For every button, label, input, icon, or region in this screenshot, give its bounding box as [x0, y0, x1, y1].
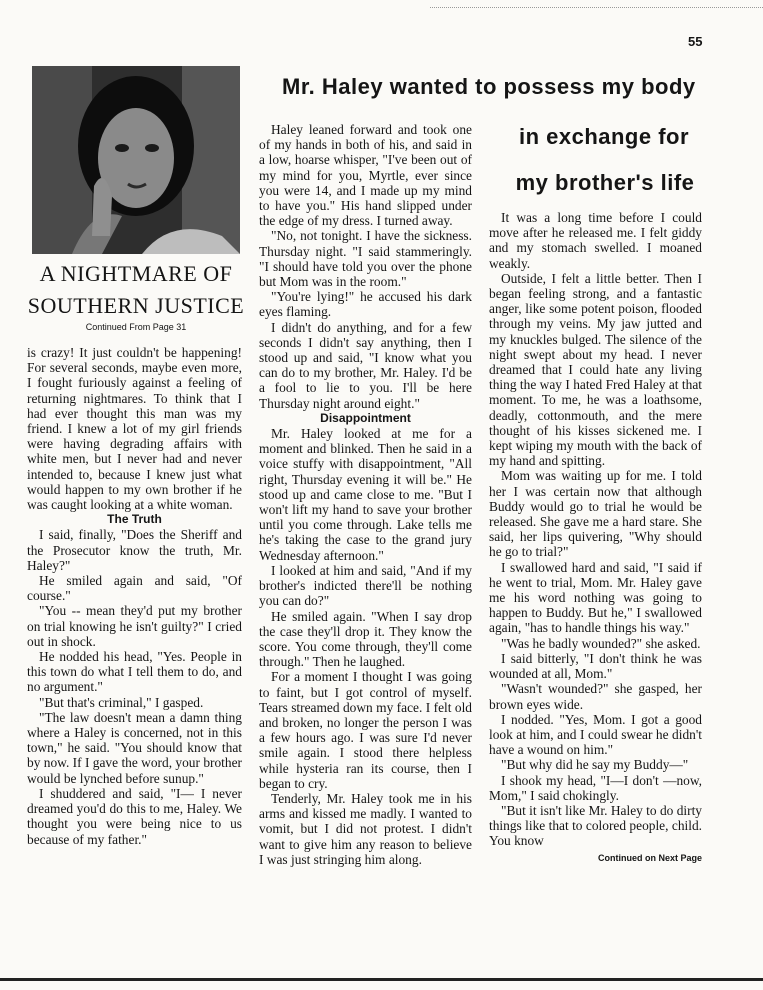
bottom-rule: [0, 978, 763, 981]
paragraph: "But it isn't like Mr. Haley to do dirty things like that to colored people, child. You know: [489, 802, 702, 849]
paragraph: "You -- mean they'd put my brother on trial knowing he isn't guilty?" I cried out in shock.: [27, 603, 242, 649]
page-number: 55: [688, 34, 703, 49]
text-column-1: [27, 345, 242, 847]
headline-line3: my brother's life: [515, 170, 695, 195]
portrait-image: [32, 66, 240, 254]
paragraph: "The law doesn't mean a damn thing where a Haley is concerned, not in this town," he said. "You should know that by now. If I gave the word, your brother would be lynched before sunup.": [27, 709, 242, 786]
top-rule: [430, 7, 763, 8]
headline-line1: Mr. Haley wanted to possess my body: [282, 74, 696, 99]
headline-line2: in exchange for: [518, 124, 690, 149]
story-title-line1: A NIGHTMARE OF: [39, 261, 233, 286]
continued-on-next-page: Continued on Next Page: [597, 852, 702, 863]
text-column-3: [489, 210, 702, 866]
paragraph: Tenderly, Mr. Haley took me in his arms and kissed me madly. I wanted to vomit, but I did not protest. I didn't want to give him any reason to believe I was just stringing him along.: [259, 790, 472, 867]
paragraph: I looked at him and said, "And if my brother's indicted there'll be nothing you can do?": [259, 562, 472, 609]
paragraph: is crazy! It just couldn't be happening! For several seconds, maybe even more, I fought furiously against a feeling of returning nightmares. To think that I had ever thought this man was my friend. I knew a lot of my girl friends were having degrading affairs with white men, but I never had and never intended to, because I knew just what would happen to my own brother if he was caught looking at a white woman.: [27, 345, 242, 513]
paragraph: "You're lying!" he accused his dark eyes flaming.: [259, 289, 472, 320]
paragraph: He smiled again and said, "Of course.": [27, 573, 242, 604]
paragraph: I shuddered and said, "I— I never dreamed you'd do this to me, Haley. We thought you were being nice to us because of my father.": [27, 785, 242, 847]
paragraph: I swallowed hard and said, "I said if he went to trial, Mom. Mr. Haley gave me his word nothing was going to happen to Buddy. But he," I swallowed again, "has to handle things his way.": [489, 559, 702, 636]
paragraph: It was a long time before I could move after he released me. I felt giddy and my stomach swelled. I moaned weakly.: [489, 210, 702, 271]
paragraph: I said bitterly, "I don't think he was wounded at all, Mom.": [489, 650, 702, 682]
paragraph: "Wasn't wounded?" she gasped, her brown eyes wide.: [489, 681, 702, 712]
story-title: [26, 258, 246, 322]
paragraph: I didn't do anything, and for a few seconds I didn't say anything, then I stood up and said, "I know what you can do to my brother, Mr. Haley. I'd be a fool to lie to you. I'll be here Thursday night around eight.": [259, 319, 472, 411]
paragraph: "But why did he say my Buddy—": [501, 757, 689, 773]
paragraph: For a moment I thought I was going to faint, but I got control of myself. Tears streamed down my face. I felt old and broken, no longer the person I was a few hours ago. I was sure I'd never smile again. I stood there helpless while hysteria ran its course, then I began to cry.: [259, 669, 472, 791]
paragraph: I said, finally, "Does the Sheriff and the Prosecutor know the truth, Mr. Haley?": [27, 527, 242, 573]
story-title-line2: SOUTHERN JUSTICE: [27, 293, 245, 318]
paragraph: Mr. Haley looked at me for a moment and blinked. Then he said in a voice stuffy with disappointment, "All right, Thursday evening it will be." He stood up and came close to me. "But I won't lift my hand to save your brother until you come through. Lake tells me he's taking the case to the grand jury Wednesday afternoon.": [259, 426, 472, 563]
paragraph: He nodded his head, "Yes. People in this town do what I tell them to do, and no argument.": [27, 649, 242, 695]
paragraph: I shook my head, "I—I don't —now, Mom," I said chokingly.: [489, 772, 702, 803]
paragraph: Mom was waiting up for me. I told her I was certain now that although Buddy would go to trial he would be released. She gave me a hard stare. She said, her lips quivering, "Why should he go to trial?": [489, 468, 702, 560]
paragraph: Haley leaned forward and took one of my hands in both of his, and said in a low, hoarse whisper, "I've been out of my mind for you, Myrtle, ever since you were 14, and I made up my mind to have you." His hand slipped under the edge of my dress. I turned away.: [259, 122, 472, 229]
paragraph: "Was he badly wounded?" she asked.: [501, 635, 701, 651]
paragraph: "No, not tonight. I have the sickness. Thursday night. "I said stammeringly. "I should have told you over the phone but Mom was in the room.": [259, 228, 472, 290]
paragraph: I nodded. "Yes, Mom. I got a good look at him, and I could swear he didn't have a wound on him.": [489, 711, 702, 758]
portrait-photo: [32, 66, 240, 254]
paragraph: Outside, I felt a little better. Then I began feeling strong, and a fantastic anger, like some potent poison, flooded through my veins. My jaw jutted and my knuckles bulged. The silence of the night swept about my head. I never dreamed that I could hate any living thing the way I hated Fred Haley at that moment. To me, he was a loathsome, deadly, cottonmouth, and the mere thought of his kisses sickened me. I kept wiping my mouth with the back of my hand and spitting.: [489, 270, 702, 469]
paragraph: "But that's criminal," I gasped.: [39, 694, 204, 710]
text-column-2: [259, 122, 472, 867]
subhead-the-truth: The Truth: [107, 512, 162, 527]
continued-from-note: Continued From Page 31: [85, 322, 187, 332]
subhead-disappointment: Disappointment: [320, 410, 411, 425]
paragraph: He smiled again. "When I say drop the case they'll drop it. They know the score. You come through, they'll come through." Then he laughed.: [259, 608, 472, 670]
